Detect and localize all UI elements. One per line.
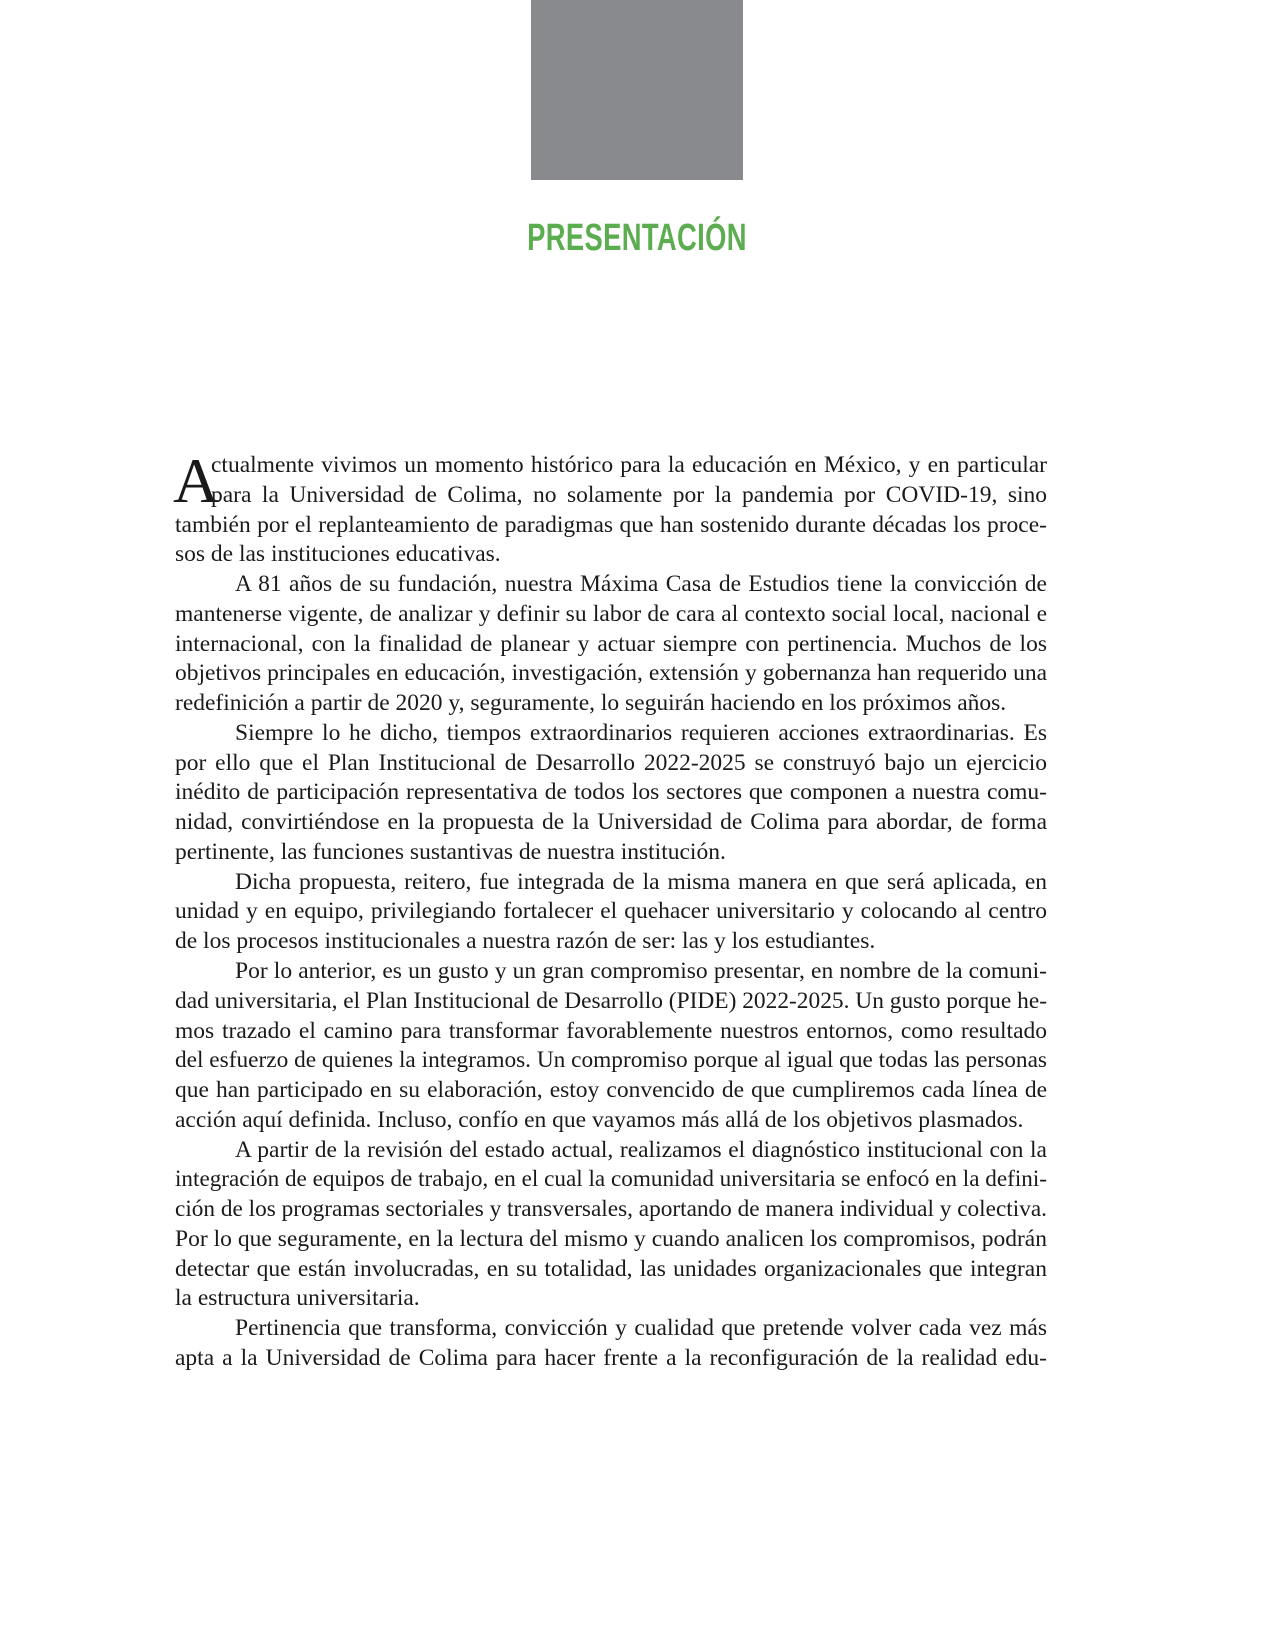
text-line: Siempre lo he dicho, tiempos extraordinarios requieren acciones extraordinarias. Es (235, 719, 1047, 746)
text-line: por ello que el Plan Institucional de Desarrollo 2022-2025 se construyó bajo un ejercicio (175, 749, 1047, 776)
text-line: para la Universidad de Colima, no solamente por la pandemia por COVID-19, sino (211, 481, 1047, 508)
text-line: nidad, convirtiéndose en la propuesta de la Universidad de Colima para abordar, de forma (175, 809, 1047, 836)
text-line: Pertinencia que transforma, convicción y cualidad que pretende volver cada vez más (235, 1315, 1047, 1342)
text-line: sos de las instituciones educativas. (175, 541, 501, 568)
text-line: también por el replanteamiento de paradigmas que han sostenido durante décadas los proce- (175, 511, 1047, 538)
text-line: mantenerse vigente, de analizar y definir su labor de cara al contexto social local, nacional e (175, 600, 1047, 627)
text-line: A 81 años de su fundación, nuestra Máxima Casa de Estudios tiene la convicción de (235, 571, 1047, 598)
text-line: integración de equipos de trabajo, en el cual la comunidad universitaria se enfocó en la defini- (175, 1166, 1047, 1193)
text-line: ción de los programas sectoriales y transversales, aportando de manera individual y colectiva. (175, 1196, 1047, 1223)
text-line: detectar que están involucradas, en su totalidad, las unidades organizacionales que integran (175, 1255, 1047, 1282)
page-title: PRESENTACIÓN (527, 217, 747, 259)
text-line: que han participado en su elaboración, estoy convencido de que cumpliremos cada línea de (175, 1077, 1047, 1104)
text-line: unidad y en equipo, privilegiando fortalecer el quehacer universitario y colocando al centro (175, 898, 1047, 925)
drop-cap: A (173, 445, 220, 516)
text-line: Por lo anterior, es un gusto y un gran compromiso presentar, en nombre de la comuni- (235, 958, 1047, 985)
header-gray-block (531, 0, 743, 180)
text-line: la estructura universitaria. (175, 1285, 420, 1312)
text-line: de los procesos institucionales a nuestra razón de ser: las y los estudiantes. (175, 928, 876, 955)
text-line: apta a la Universidad de Colima para hacer frente a la reconfiguración de la realidad edu- (175, 1344, 1047, 1371)
text-line: dad universitaria, el Plan Institucional de Desarrollo (PIDE) 2022-2025. Un gusto porque he- (175, 987, 1047, 1014)
text-line: pertinente, las funciones sustantivas de nuestra institución. (175, 838, 726, 865)
text-line: mos trazado el camino para transformar favorablemente nuestros entornos, como resultado (175, 1017, 1047, 1044)
body-text (173, 445, 1047, 1374)
text-line: Dicha propuesta, reitero, fue integrada de la misma manera en que será aplicada, en (235, 868, 1047, 895)
text-line: internacional, con la finalidad de planear y actuar siempre con pertinencia. Muchos de los (175, 630, 1047, 657)
text-line: ctualmente vivimos un momento histórico para la educación en México, y en particular (211, 452, 1047, 478)
text-line: objetivos principales en educación, investigación, extensión y gobernanza han requerido una (175, 660, 1047, 687)
text-line: del esfuerzo de quienes la integramos. Un compromiso porque al igual que todas las personas (175, 1047, 1047, 1074)
text-line: acción aquí definida. Incluso, confío en que vayamos más allá de los objetivos plasmados. (175, 1106, 1024, 1133)
text-line: A partir de la revisión del estado actual, realizamos el diagnóstico institucional con la (235, 1136, 1047, 1163)
text-line: redefinición a partir de 2020 y, seguramente, lo seguirán haciendo en los próximos años. (175, 690, 1007, 717)
text-line: Por lo que seguramente, en la lectura del mismo y cuando analicen los compromisos, podrán (175, 1225, 1047, 1252)
text-line: inédito de participación representativa de todos los sectores que componen a nuestra comu- (175, 779, 1047, 806)
